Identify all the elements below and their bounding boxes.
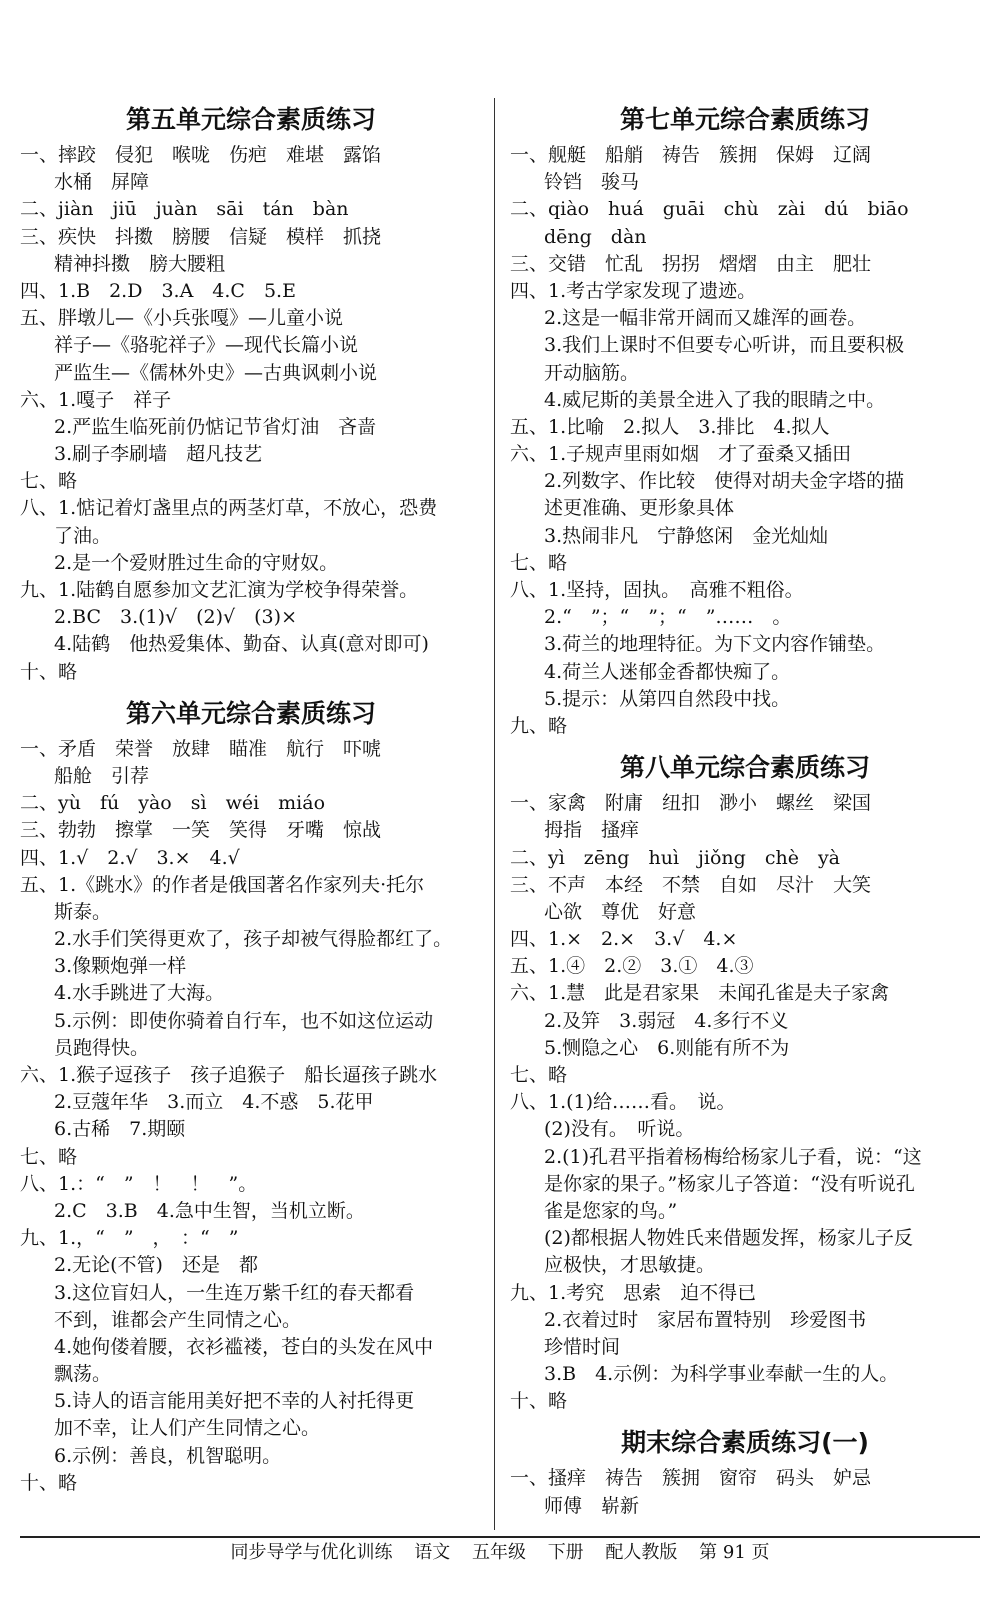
footer-term: 下册: [547, 1542, 584, 1563]
answer-line: 斯泰。: [54, 900, 112, 923]
answer-line: 雀是您家的鸟。”: [544, 1199, 678, 1222]
answer-line: 6.示例：善良，机智聪明。: [54, 1444, 282, 1467]
footer-page-number: 第 91 页: [699, 1542, 770, 1563]
footer-grade: 五年级: [471, 1542, 526, 1563]
answer-line: 是你家的果子。”杨家儿子答道：“没有听说孔: [544, 1172, 915, 1195]
answer-line: 一、舰艇 船艄 祷告 簇拥 保姆 辽阔: [510, 144, 872, 166]
answer-line: 七、略: [510, 1064, 568, 1086]
answer-line: 三、疾快 抖擞 膀腰 信疑 模样 抓挠: [20, 225, 382, 248]
answer-line: 九、1.陆鹤自愿参加文艺汇演为学校争得荣誉。: [20, 579, 419, 601]
section-s7: [510, 98, 980, 740]
answer-line: 应极快，才思敏捷。: [544, 1254, 716, 1277]
answer-line: 八、1.：“ ” ！ ！ ”。: [20, 1172, 258, 1195]
answer-line: 九、1.，“ ” ， ：“ ”: [20, 1227, 239, 1250]
answer-line: 5.示例：即使你骑着自行车，也不如这位运动: [54, 1009, 434, 1032]
answer-line: 加不幸，让人们产生同情之心。: [54, 1417, 321, 1440]
answer-line: 四、1.考古学家发现了遗迹。: [510, 279, 757, 302]
answer-line: 十、略: [20, 660, 78, 683]
answer-line: 二、yù fú yào sì wéi miáo: [20, 792, 326, 815]
answer-line: 精神抖擞 膀大腰粗: [54, 252, 226, 275]
answer-line: 六、1.猴子逗孩子 孩子追猴子 船长逼孩子跳水: [20, 1064, 438, 1086]
answer-line: 六、1.慧 此是君家果 未闻孔雀是夫子家禽: [510, 982, 890, 1005]
answer-line: 六、1.嘎子 祥子: [20, 388, 172, 411]
left-column: [20, 98, 482, 1497]
answer-line: 一、搔痒 祷告 簇拥 窗帘 码头 妒忌: [510, 1467, 872, 1490]
answer-line: 4.荷兰人迷郁金香都快痴了。: [544, 660, 791, 683]
answer-line: 2.及笄 3.弱冠 4.多行不义: [544, 1009, 789, 1032]
answer-line: 2.是一个爱财胜过生命的守财奴。: [54, 551, 339, 574]
answer-line: 八、1.惦记着灯盏里点的两茎灯草，不放心，恐费: [20, 497, 438, 520]
section-s5: [20, 98, 482, 686]
answer-line: 员跑得快。: [54, 1036, 150, 1059]
column-divider: [494, 98, 495, 1530]
answer-line: 3.我们上课时不但要专心听讲，而且要积极: [544, 334, 905, 357]
answer-line: 四、1.B 2.D 3.A 4.C 5.E: [20, 279, 296, 302]
section-title: 期末综合素质练习(一): [621, 1428, 869, 1458]
answer-line: 3.荷兰的地理特征。为下文内容作铺垫。: [544, 633, 886, 656]
answer-line: 5.提示：从第四自然段中找。: [544, 687, 791, 710]
answer-line: 3.热闹非凡 宁静悠闲 金光灿灿: [544, 524, 829, 547]
answer-line: 飘荡。: [54, 1363, 112, 1386]
answer-line: 二、qiào huá guāi chù zài dú biāo: [510, 198, 909, 221]
footer-edition: 配人教版: [605, 1542, 678, 1563]
answer-line: 五、1.《跳水》的作者是俄国著名作家列夫·托尔: [20, 873, 425, 896]
answer-line: 述更准确、更形象具体: [544, 497, 735, 520]
answer-line: 四、1.× 2.× 3.√ 4.×: [510, 928, 738, 951]
answer-line: 4.威尼斯的美景全进入了我的眼睛之中。: [544, 388, 886, 411]
answer-line: 2.(1)孔君平指着杨梅给杨家儿子看，说：“这: [544, 1145, 922, 1168]
answer-line: 三、勃勃 擦掌 一笑 笑得 牙嘴 惊战: [20, 819, 382, 842]
answer-line: 四、1.√ 2.√ 3.× 4.√: [20, 846, 240, 869]
section-final: [510, 1421, 980, 1519]
section-title: 第五单元综合素质练习: [125, 105, 376, 134]
answer-line: 拇指 搔痒: [544, 819, 640, 842]
answer-line: 十、略: [510, 1390, 568, 1413]
page-footer: [20, 1536, 980, 1568]
answer-line: (2)没有。 听说。: [544, 1118, 695, 1141]
answer-line: 七、略: [20, 1145, 78, 1168]
answer-line: 五、1.④ 2.② 3.① 4.③: [510, 955, 754, 978]
section-title: 第七单元综合素质练习: [619, 105, 870, 134]
answer-line: 2.豆蔻年华 3.而立 4.不惑 5.花甲: [54, 1091, 374, 1114]
answer-line: 3.像颗炮弹一样: [54, 955, 187, 978]
answer-line: 五、1.比喻 2.拟人 3.排比 4.拟人: [510, 415, 830, 438]
answer-line: 2.BC 3.(1)√ (2)√ (3)×: [54, 606, 297, 629]
answer-line: 4.水手跳进了大海。: [54, 982, 225, 1005]
answer-line: 开动脑筋。: [544, 361, 640, 384]
answer-line: 一、摔跤 侵犯 喉咙 伤疤 难堪 露馅: [20, 144, 382, 166]
answer-line: 5.恻隐之心 6.则能有所不为: [544, 1036, 790, 1059]
right-column: [510, 98, 980, 1520]
section-s6: [20, 692, 482, 1497]
section-s8: [510, 746, 980, 1415]
answer-line: 师傅 崭新: [544, 1494, 640, 1517]
answer-line: 3.刷子李刷墙 超凡技艺: [54, 443, 263, 466]
answer-line: 五、胖墩儿—《小兵张嘎》—儿童小说: [20, 307, 344, 330]
answer-line: 3.B 4.示例：为科学事业奉献一生的人。: [544, 1363, 899, 1386]
answer-line: 水桶 屏障: [54, 171, 150, 194]
answer-line: 严监生—《儒林外史》—古典讽刺小说: [54, 361, 378, 384]
answer-line: 九、1.考究 思索 迫不得已: [510, 1281, 757, 1304]
answer-line: 二、jiàn jiū juàn sāi tán bàn: [20, 198, 349, 221]
answer-line: 一、家禽 附庸 纽扣 渺小 螺丝 梁国: [510, 792, 872, 815]
answer-line: 2.严监生临死前仍惦记节省灯油 吝啬: [54, 415, 377, 438]
answer-line: 八、1.坚持，固执。 高雅不粗俗。: [510, 579, 804, 601]
answer-line: 2.无论(不管) 还是 都: [54, 1254, 258, 1277]
answer-line: 三、交错 忙乱 拐拐 熠熠 由主 肥壮: [510, 252, 872, 275]
answer-line: 2.衣着过时 家居布置特别 珍爱图书: [544, 1308, 867, 1331]
answer-line: 七、略: [510, 551, 568, 574]
answer-line: 铃铛 骏马: [544, 171, 640, 194]
answer-line: 十、略: [20, 1471, 78, 1494]
answer-line: 2.这是一幅非常开阔而又雄浑的画卷。: [544, 307, 867, 330]
answer-line: 不到，谁都会产生同情之心。: [54, 1308, 302, 1331]
answer-line: 祥子—《骆驼祥子》—现代长篇小说: [54, 334, 359, 357]
answer-line: 了油。: [54, 524, 112, 547]
answer-line: 六、1.子规声里雨如烟 才了蚕桑又插田: [510, 443, 852, 466]
answer-line: (2)都根据人物姓氏来借题发挥，杨家儿子反: [544, 1227, 913, 1250]
answer-line: 4.陆鹤 他热爱集体、勤奋、认真(意对即可): [54, 633, 429, 656]
answer-line: 九、略: [510, 714, 568, 737]
answer-line: 三、不声 本经 不禁 自如 尽汁 大笑: [510, 873, 872, 896]
section-title: 第八单元综合素质练习: [619, 753, 870, 783]
answer-line: dēng dàn: [544, 225, 647, 248]
answer-line: 珍惜时间: [544, 1335, 621, 1358]
answer-line: 船舱 引荐: [54, 764, 150, 787]
answer-line: 一、矛盾 荣誉 放肆 瞄准 航行 吓唬: [20, 737, 382, 760]
answer-line: 2.水手们笑得更欢了，孩子却被气得脸都红了。: [54, 928, 453, 951]
footer-subject: 语文: [414, 1542, 451, 1563]
answer-line: 2.“ ”；“ ”；“ ”…… 。: [544, 606, 792, 629]
answer-line: 5.诗人的语言能用美好把不幸的人衬托得更: [54, 1390, 415, 1413]
answer-line: 二、yì zēng huì jiǒng chè yà: [510, 846, 841, 869]
answer-line: 2.C 3.B 4.急中生智，当机立断。: [54, 1199, 365, 1222]
section-title: 第六单元综合素质练习: [125, 698, 376, 728]
answer-line: 3.这位盲妇人，一生连万紫千红的春天都看: [54, 1281, 415, 1304]
answer-line: 七、略: [20, 470, 78, 493]
answer-line: 2.列数字、作比较 使得对胡夫金字塔的描: [544, 470, 905, 493]
answer-line: 4.她佝偻着腰，衣衫褴褛，苍白的头发在风中: [54, 1335, 434, 1358]
footer-book-title: 同步导学与优化训练: [230, 1542, 393, 1563]
answer-line: 6.古稀 7.期颐: [54, 1118, 186, 1141]
answer-line: 八、1.(1)给……看。 说。: [510, 1091, 736, 1114]
answer-line: 心欲 尊优 好意: [544, 900, 697, 923]
